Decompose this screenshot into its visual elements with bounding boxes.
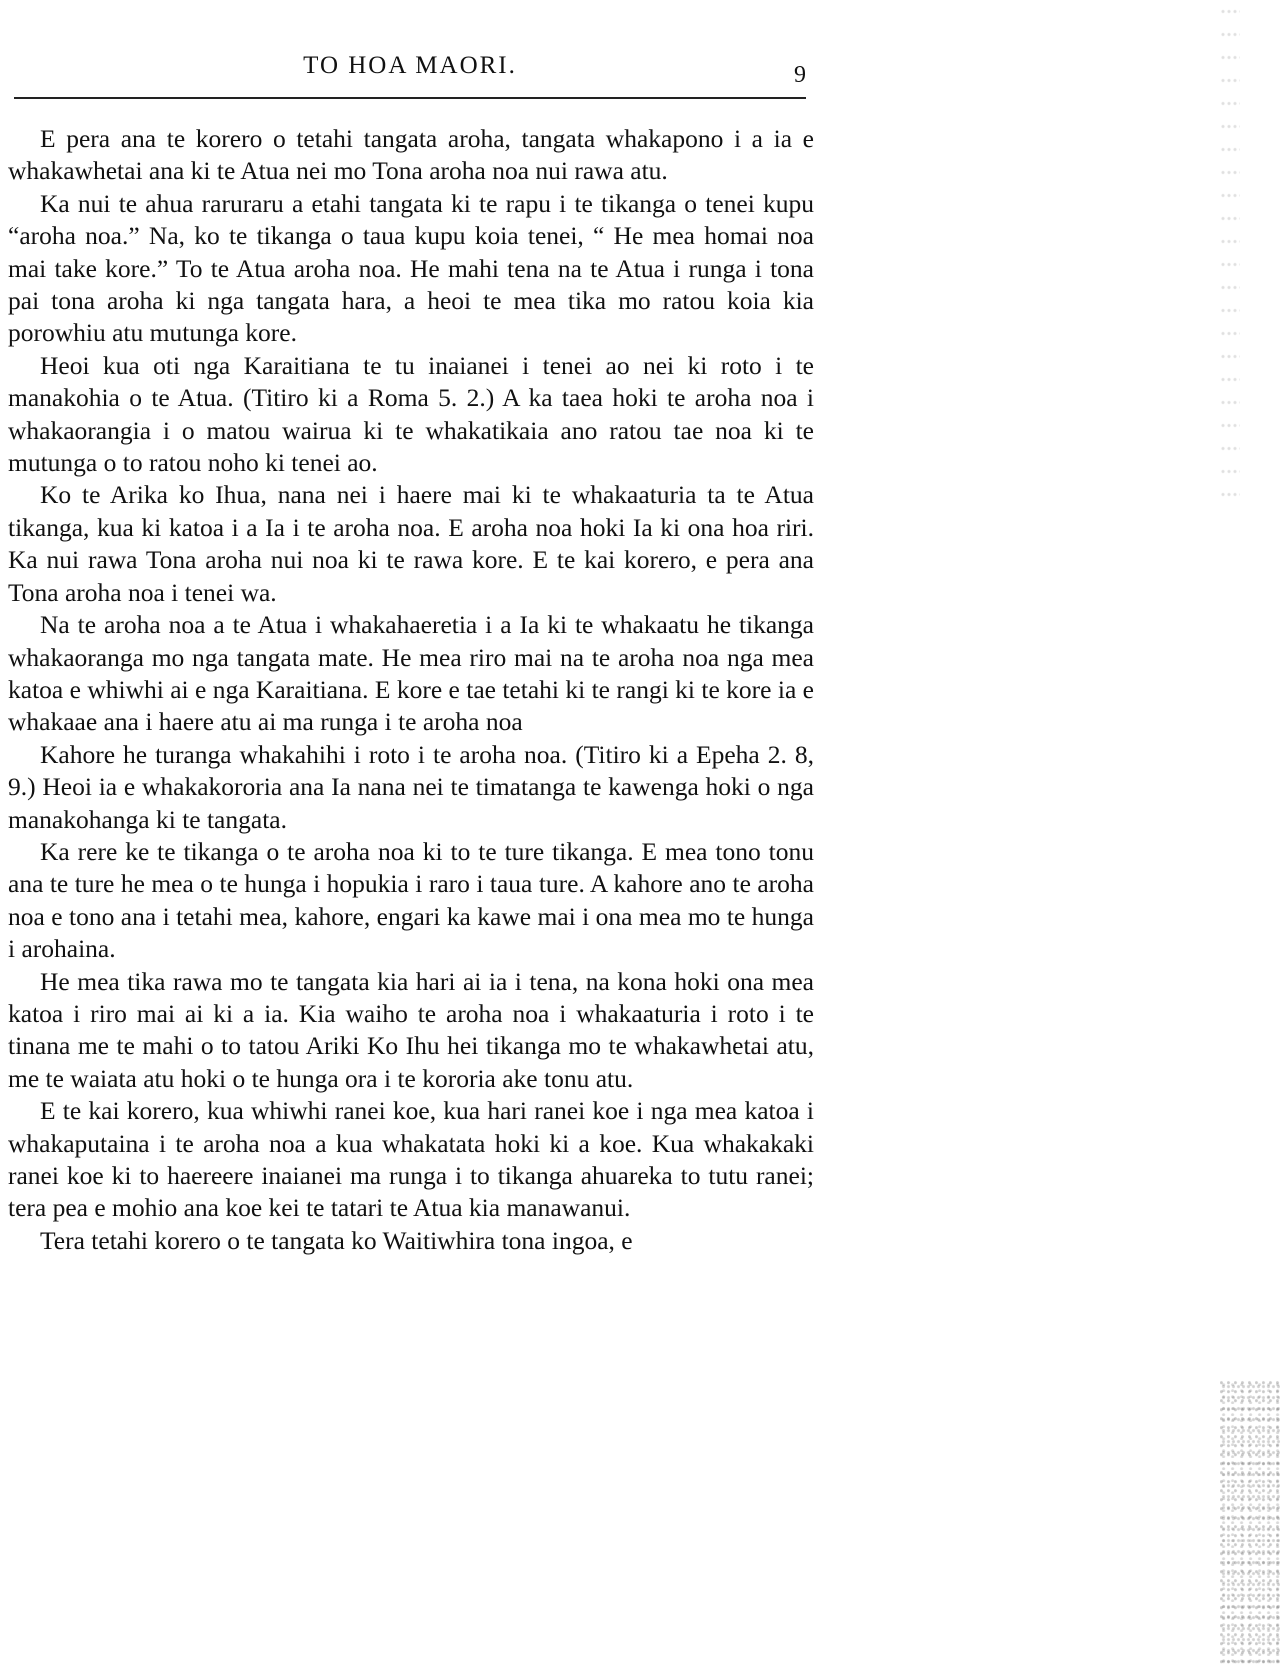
paragraph: Ko te Arika ko Ihua, nana nei i haere mai ki te whakaaturia ta te Atua tikanga, kua ki katoa i a Ia i te aroha noa. E aroha noa hoki Ia ki ona hoa riri. Ka nui rawa Tona aroha nui noa ki te rawa kore. E te kai korero, e pera ana Tona aroha noa i tenei wa. [8,480,814,607]
paragraph: He mea tika rawa mo te tangata kia hari ai ia i tena, na kona hoki ona mea katoa i riro mai ai ki a ia. Kia waiho te aroha noa i whakaaturia i roto i te tinana me te mahi o to tatou Ariki Ko Ihu hei tikanga mo te whakawhetai atu, me te waiata atu hoki o te hunga ora i te kororia ake tonu atu. [8,966,814,1093]
paragraph: E te kai korero, kua whiwhi ranei koe, kua hari ranei koe i nga mea katoa i whakaputaina i te aroha noa a kua whakatata hoki ki a koe. Kua whakakaki ranei koe ki to haereere inaianei ma runga i to tikanga ahuareka to tutu ranei; tera pea e mohio ana koe kei te tatari te Atua kia manawanui. [8,1096,814,1223]
paragraph: Tera tetahi korero o te tangata ko Waitiwhira tona ingoa, e [40,1225,633,1255]
running-title: TO HOA MAORI. [303,52,517,79]
paragraph: Ka rere ke te tikanga o te aroha noa ki to te ture tikanga. E mea tono tonu ana te ture he mea o te hunga i hopukia i raro i taua ture. A kahore ano te aroha noa e tono ana i tetahi mea, kahore, engari ka kawe mai i ona mea mo te hunga i arohaina. [8,836,814,964]
header-rule [14,97,806,99]
running-head [14,52,806,92]
paragraph: Na te aroha noa a te Atua i whakahaeretia i a Ia ki te whakaatu he tikanga whakaoranga mo nga tangata mate. He mea riro mai na te aroha noa nga mea katoa e whiwhi ai e nga Karaitiana. E kore e tae tetahi ki te rangi ki te kore ia e whakaae ana i haere atu ai ma runga i te aroha noa [8,610,814,737]
body-text [8,123,814,1257]
scan-speckle [1220,1380,1280,1664]
paragraph: Kahore he turanga whakahihi i roto i te aroha noa. (Titiro ki a Epeha 2. 8, 9.) Heoi ia e whakakororia ana Ia nana nei te timatanga te kawenga hoki o nga manakohanga ki te tangata. [8,739,814,834]
page-edge-marks [1220,0,1240,500]
page-number: 9 [794,62,806,88]
paragraph: Heoi kua oti nga Karaitiana te tu inaianei i tenei ao nei ki roto i te manakohia o te Atua. (Titiro ki a Roma 5. 2.) A ka taea hoki te aroha noa i whakaorangia i o matou wairua ki te whakatikaia ano ratou tae noa ki te mutunga o to ratou noho ki tenei ao. [8,350,814,478]
paragraph: E pera ana te korero o tetahi tangata aroha, tangata whakapono i a ia e whakawhetai ana ki te Atua nei mo Tona aroha noa nui rawa atu. [8,124,814,186]
paragraph: Ka nui te ahua raruraru a etahi tangata ki te rapu i te tikanga o tenei kupu “aroha noa.” Na, ko te tikanga o taua kupu koia tenei, “ He mea homai noa mai take kore.” To te Atua aroha noa. He mahi tena na te Atua i runga i tona pai tona aroha ki nga tangata hara, a heoi te mea tika mo ratou koia kia porowhiu atu mutunga kore. [8,188,814,348]
